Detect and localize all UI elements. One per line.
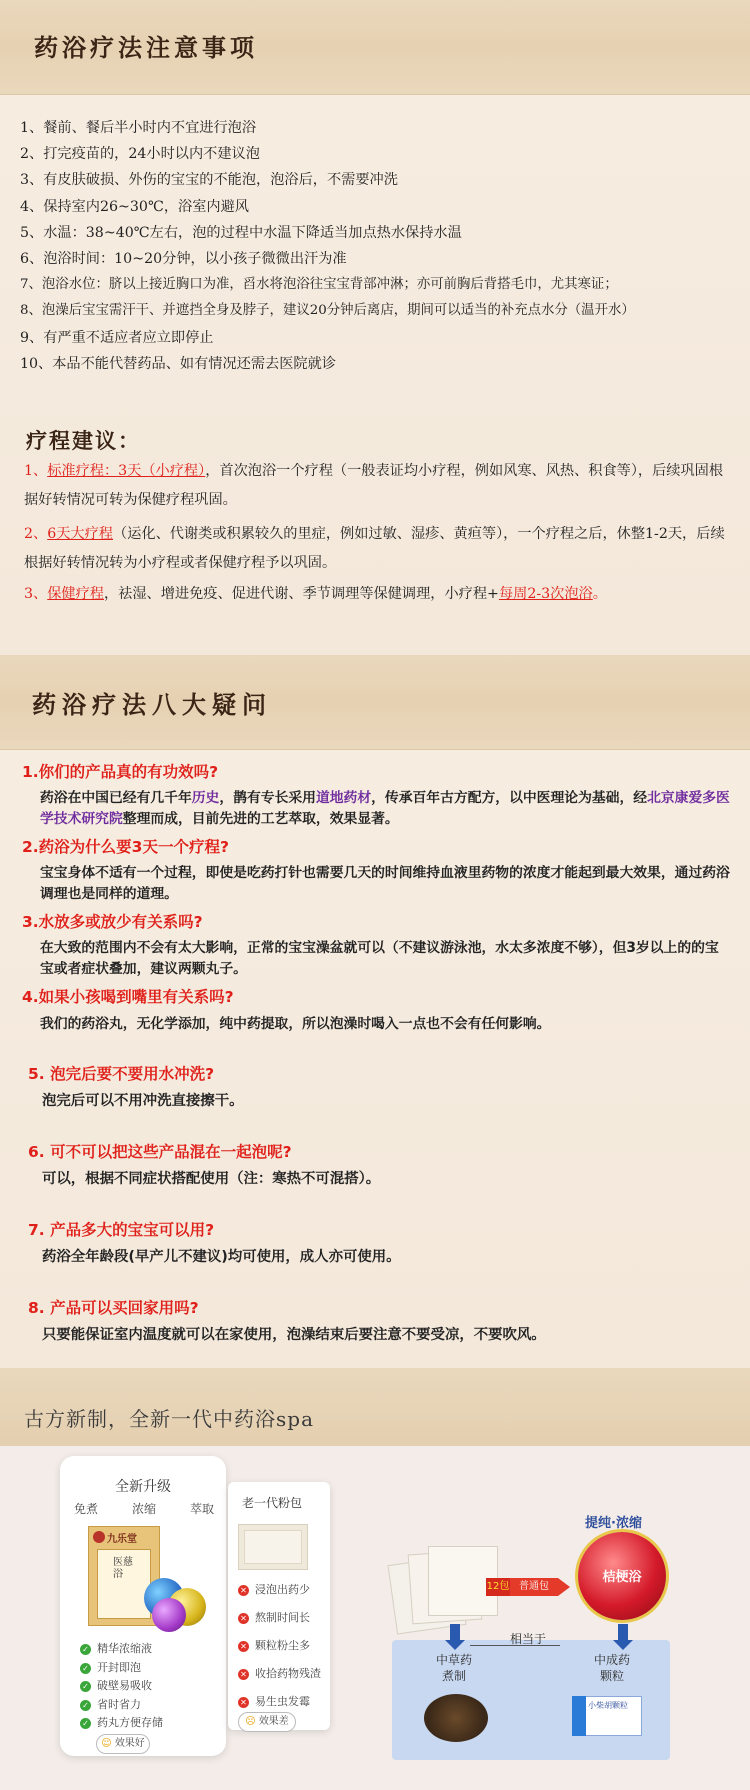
equal-label: 相当于 bbox=[510, 1632, 547, 1646]
brand-name: 九乐堂 bbox=[107, 1534, 137, 1545]
faq-3 bbox=[22, 910, 732, 980]
faq-answer: 只要能保证室内温度就可以在家使用，泡澡结束后要注意不要受凉，不要吹风。 bbox=[42, 1327, 546, 1343]
faq-question: 7. 产品多大的宝宝可以用? bbox=[28, 1221, 215, 1239]
drawback-item: ✕ 收拾药物残渣 bbox=[238, 1660, 321, 1688]
arrow-down-icon bbox=[613, 1640, 633, 1650]
cross-icon: ✕ bbox=[238, 1641, 249, 1652]
note-item: 2、打完疫苗的，24小时以内不建议泡 bbox=[20, 146, 260, 163]
drawback-item: ✕ 熬制时间长 bbox=[238, 1604, 321, 1632]
note-item: 6、泡浴时间：10~20分钟，以小孩子微微出汗为准 bbox=[20, 251, 347, 268]
sad-icon: ☹ bbox=[245, 1716, 256, 1727]
faq-1 bbox=[22, 760, 732, 830]
cross-icon: ✕ bbox=[238, 1613, 249, 1624]
faq-answer: 宝宝身体不适有一个过程，即使是吃药打针也需要几天的时间维持血液里药物的浓度才能起到最大效果，通过药浴调理也是同样的道理。 bbox=[40, 865, 730, 902]
note-item: 9、有严重不适应者应立即停止 bbox=[20, 329, 214, 346]
course-care: 3、保健疗程，祛湿、增进免疫、促进代谢、季节调理等保健调理，小疗程+每周2-3次泡浴。 bbox=[24, 586, 607, 602]
faq-7 bbox=[28, 1218, 738, 1268]
benefit-item: ✓ 破壁易吸收 bbox=[80, 1677, 163, 1696]
new-card-benefits bbox=[80, 1640, 163, 1733]
faq-question: 5. 泡完后要不要用水冲洗? bbox=[28, 1065, 215, 1083]
drawback-item: ✕ 易生虫发霉 bbox=[238, 1688, 321, 1716]
faq-answer: 药浴全年龄段(早产儿不建议)均可使用，成人亦可使用。 bbox=[42, 1249, 401, 1265]
faq-answer: 药浴在中国已经有几千年历史，鹊有专长采用道地药材，传承百年古方配方，以中医理论为基础，经北京康爱多医学技术研究院整理而成，目前先进的工艺萃取，效果显著。 bbox=[40, 790, 730, 827]
faq-question: 8. 产品可以买回家用吗? bbox=[28, 1299, 199, 1317]
new-product-card bbox=[60, 1456, 226, 1756]
section1-title: 药浴疗法注意事项 bbox=[34, 33, 258, 62]
benefit-item: ✓ 省时省力 bbox=[80, 1696, 163, 1715]
faq-question: 2.药浴为什么要3天一个疗程? bbox=[22, 838, 229, 856]
faq-4 bbox=[22, 985, 732, 1035]
granule-label: 中成药 颗粒 bbox=[594, 1653, 631, 1683]
note-item: 1、餐前、餐后半小时内不宜进行泡浴 bbox=[20, 120, 257, 136]
herbal-ball-label: 桔梗浴 bbox=[602, 1570, 642, 1585]
note-item: 7、泡浴水位：脐以上接近胸口为准，舀水将泡浴往宝宝背部冲淋；亦可前胸后背搭毛巾，尤其寒证； bbox=[20, 277, 618, 293]
check-icon: ✓ bbox=[80, 1700, 91, 1711]
old-card-drawbacks bbox=[238, 1576, 321, 1716]
new-card-title: 全新升级 bbox=[115, 1479, 171, 1495]
course-standard: 1、标准疗程：3天（小疗程），首次泡浴一个疗程（一般表证均小疗程，例如风寒、风热、积食等），后续巩固根据好转情况可转为保健疗程巩固。 bbox=[24, 463, 724, 508]
cross-icon: ✕ bbox=[238, 1697, 249, 1708]
granule-box-label: 小柴胡颗粒 bbox=[588, 1701, 628, 1710]
cross-icon: ✕ bbox=[238, 1585, 249, 1596]
faq-question: 3.水放多或放少有关系吗? bbox=[22, 913, 203, 931]
faq-answer: 可以，根据不同症状搭配使用（注：寒热不可混搭）。 bbox=[42, 1171, 381, 1187]
pill-ball-purple bbox=[152, 1598, 186, 1632]
note-item: 5、水温：38~40℃左右，泡的过程中水温下降适当加点热水保持水温 bbox=[20, 224, 462, 241]
course-care-label: 保健疗程 bbox=[47, 586, 104, 602]
herb-label: 中草药 煮制 bbox=[436, 1653, 473, 1683]
notes-list bbox=[20, 115, 740, 377]
benefit-item: ✓ 开封即泡 bbox=[80, 1659, 163, 1678]
note-item: 3、有皮肤破损、外伤的宝宝的不能泡，泡浴后，不需要冲洗 bbox=[20, 172, 398, 189]
check-icon: ✓ bbox=[80, 1681, 91, 1692]
herb-bowl bbox=[424, 1694, 488, 1742]
smile-icon: ☺ bbox=[101, 1738, 112, 1749]
faq-2 bbox=[22, 835, 732, 905]
faq-5 bbox=[28, 1062, 738, 1112]
arrow-right-icon bbox=[558, 1578, 570, 1596]
check-icon: ✓ bbox=[80, 1718, 91, 1729]
equal-line bbox=[470, 1645, 560, 1646]
course-long-label: 6天大疗程 bbox=[47, 526, 113, 542]
old-card-title: 老一代粉包 bbox=[242, 1496, 303, 1510]
course-care-frequency: 每周2-3次泡浴 bbox=[498, 586, 593, 602]
section4-title: 古方新制，全新一代中药浴spa bbox=[24, 1407, 314, 1431]
course-standard-label: 标准疗程：3天（小疗程） bbox=[47, 463, 206, 479]
check-icon: ✓ bbox=[80, 1644, 91, 1655]
drawback-item: ✕ 浸泡出药少 bbox=[238, 1576, 321, 1604]
count-tag: 12包 bbox=[486, 1578, 510, 1596]
faq-question: 4.如果小孩喝到嘴里有关系吗? bbox=[22, 988, 234, 1006]
drawback-item: ✕ 颗粒粉尘多 bbox=[238, 1632, 321, 1660]
bad-effect-badge: ☹ 效果差 bbox=[238, 1712, 296, 1732]
normal-pack-tag: 普通包 bbox=[510, 1578, 558, 1596]
note-item: 10、本品不能代替药品、如有情况还需去医院就诊 bbox=[20, 355, 336, 372]
faq-question: 1.你们的产品真的有功效吗? bbox=[22, 763, 219, 781]
good-effect-badge: ☺ 效果好 bbox=[96, 1734, 150, 1754]
old-product-card bbox=[228, 1482, 330, 1730]
faq-answer: 泡完后可以不用冲洗直接擦干。 bbox=[42, 1093, 244, 1109]
new-card-tags: 免煮 浓缩 萃取 bbox=[74, 1502, 214, 1516]
arrow-down-icon bbox=[445, 1640, 465, 1650]
section2-title: 疗程建议： bbox=[26, 428, 141, 453]
section3-title: 药浴疗法八大疑问 bbox=[32, 690, 272, 719]
course-long: 2、6天大疗程（运化、代谢类或积累较久的里症，例如过敏、湿疹、黄疸等），一个疗程之后，休整1-2天，后续根据好转情况转为小疗程或者保健疗程予以巩固。 bbox=[24, 526, 725, 571]
faq-8 bbox=[28, 1296, 738, 1346]
faq-answer: 在大致的范围内不会有太大影响，正常的宝宝澡盆就可以（不建议游泳池，水太多浓度不够），但3岁以上的的宝宝或者症状叠加，建议两颗丸子。 bbox=[40, 940, 719, 977]
faq-answer: 我们的药浴丸，无化学添加，纯中药提取，所以泡澡时喝入一点也不会有任何影响。 bbox=[40, 1016, 551, 1032]
box-label: 医慈浴 bbox=[113, 1557, 133, 1580]
note-item: 8、泡澡后宝宝需汗干、并遮挡全身及脖子，建议20分钟后离店，期间可以适当的补充点水分（温开水） bbox=[20, 303, 635, 319]
purify-label: 提纯·浓缩 bbox=[585, 1516, 642, 1531]
faq-6 bbox=[28, 1140, 738, 1190]
seal-icon bbox=[93, 1531, 105, 1543]
faq-question: 6. 可不可以把这些产品混在一起泡呢? bbox=[28, 1143, 292, 1161]
benefit-item: ✓ 药丸方便存储 bbox=[80, 1714, 163, 1733]
check-icon: ✓ bbox=[80, 1663, 91, 1674]
note-item: 4、保持室内26~30℃，浴室内避风 bbox=[20, 198, 249, 215]
cross-icon: ✕ bbox=[238, 1669, 249, 1680]
benefit-item: ✓ 精华浓缩液 bbox=[80, 1640, 163, 1659]
